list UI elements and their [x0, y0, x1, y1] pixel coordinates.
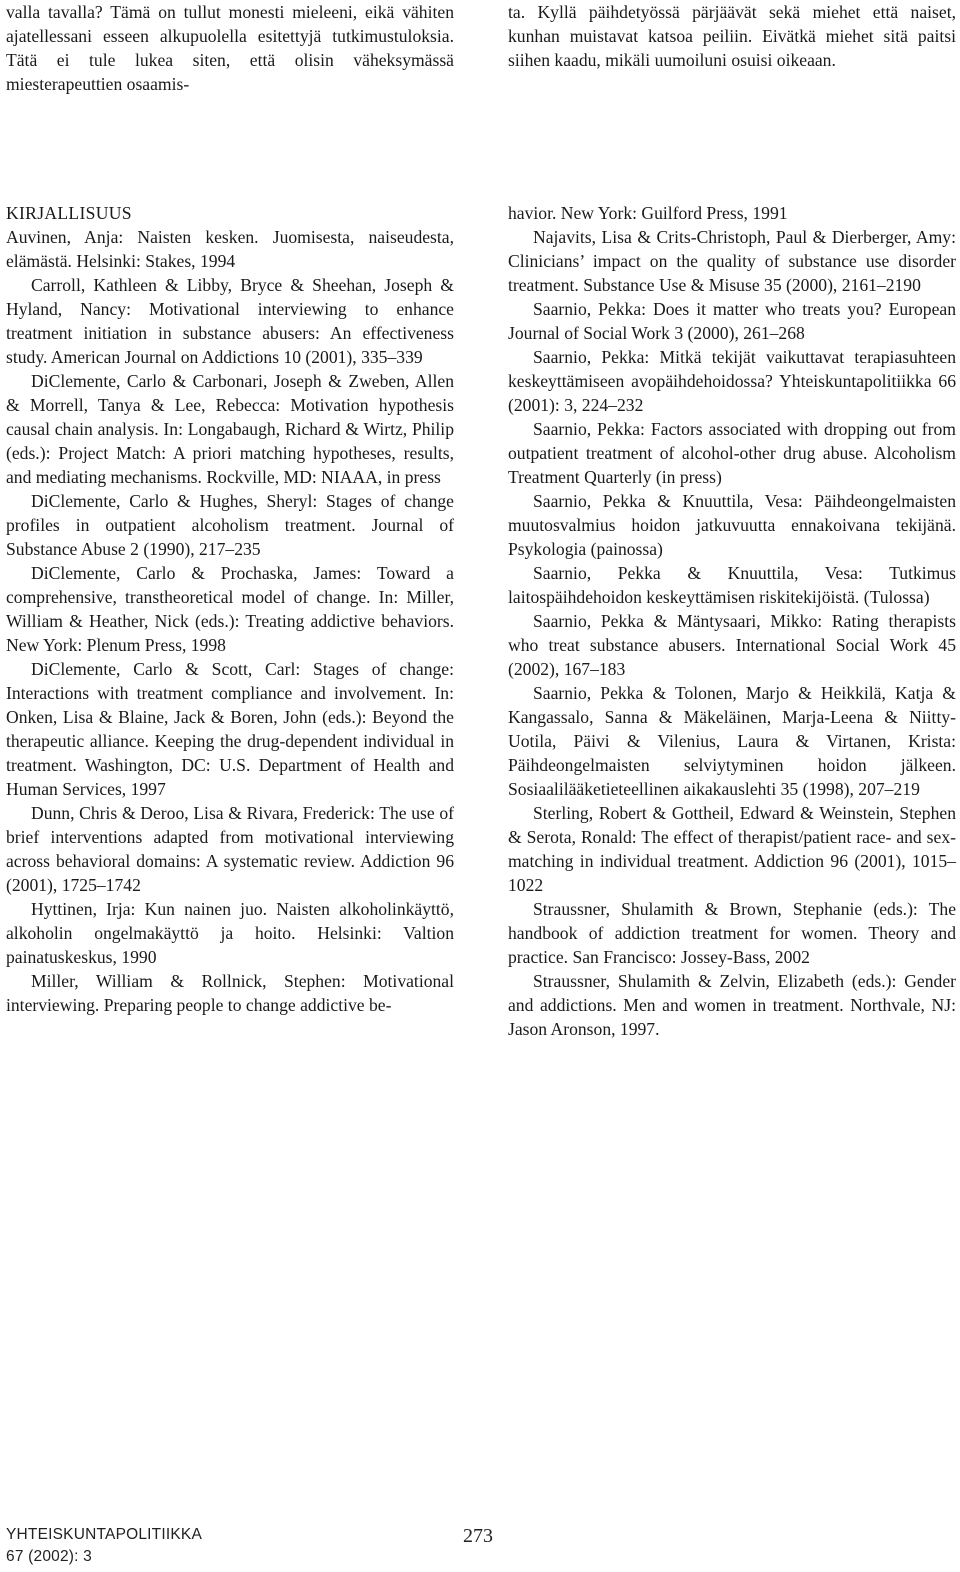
reference-entry: Carroll, Kathleen & Libby, Bryce & Sheehan, Joseph & Hyland, Nancy: Motivational interviewing to enhance treatment initiation in substance abusers: An effectiveness study. American Journal on Addictions 10 (2001), 335–339	[6, 275, 454, 367]
reference-entry: DiClemente, Carlo & Scott, Carl: Stages of change: Interactions with treatment compliance and involvement. In: Onken, Lisa & Blaine, Jack & Boren, John (eds.): Beyond the therapeutic alliance. Keeping the drug-dependent individual in treatment. Washington, DC: U.S. Department of Health and Human Services, 1997	[6, 659, 454, 799]
page-number: 273	[463, 1525, 493, 1547]
reference-entry: Straussner, Shulamith & Brown, Stephanie (eds.): The handbook of addiction treatment for women. Theory and practice. San Francisco: Jossey-Bass, 2002	[508, 899, 956, 967]
intro-text-left-column	[6, 0, 454, 96]
intro-text-right-column	[508, 0, 956, 72]
reference-entry: Saarnio, Pekka & Mäntysaari, Mikko: Rating therapists who treat substance abusers. International Social Work 45 (2002), 167–183	[508, 611, 956, 679]
reference-entry: Najavits, Lisa & Crits-Christoph, Paul & Dierberger, Amy: Clinicians’ impact on the quality of substance use disorder treatment. Substance Use & Misuse 35 (2000), 2161–2190	[508, 227, 956, 295]
reference-entry: Saarnio, Pekka: Mitkä tekijät vaikuttavat terapiasuhteen keskeyttämiseen avopäihdehoidossa? Yhteiskuntapolitiikka 66 (2001): 3, 224–232	[508, 347, 956, 415]
footer-journal-info	[6, 1524, 202, 1568]
reference-entry: Saarnio, Pekka & Knuuttila, Vesa: Tutkimus laitospäihdehoidon keskeyttämisen riskitekijöistä. (Tulossa)	[508, 563, 956, 607]
reference-entry: Straussner, Shulamith & Zelvin, Elizabeth (eds.): Gender and addictions. Men and women in treatment. Northvale, NJ: Jason Aronson, 1997.	[508, 971, 956, 1039]
reference-entry: DiClemente, Carlo & Carbonari, Joseph & Zweben, Allen & Morrell, Tanya & Lee, Rebecca: Motivation hypothesis causal chain analysis. In: Longabaugh, Richard & Wirtz, Philip (eds.): Project Match: A priori matching hypotheses, results, and mediating mechanisms. Rockville, MD: NIAAA, in press	[6, 371, 454, 487]
reference-entry: DiClemente, Carlo & Hughes, Sheryl: Stages of change profiles in outpatient alcoholism treatment. Journal of Substance Abuse 2 (1990), 217–235	[6, 491, 454, 559]
reference-entry: Saarnio, Pekka: Does it matter who treats you? European Journal of Social Work 3 (2000), 261–268	[508, 299, 956, 343]
reference-entry: Saarnio, Pekka & Tolonen, Marjo & Heikkilä, Katja & Kangassalo, Sanna & Mäkeläinen, Marja-Leena & Niitty-Uotila, Päivi & Vilenius, Laura & Virtanen, Krista: Päihdeongelmaisten selviytyminen hoidon jälkeen. Sosiaalilääketieteellinen aikakauslehti 35 (1998), 207–219	[508, 683, 956, 799]
reference-entry: DiClemente, Carlo & Prochaska, James: Toward a comprehensive, transtheoretical model of change. In: Miller, William & Heather, Nick (eds.): Treating addictive behaviors. New York: Plenum Press, 1998	[6, 563, 454, 655]
reference-entry: Miller, William & Rollnick, Stephen: Motivational interviewing. Preparing people to change addictive be-	[6, 971, 454, 1015]
reference-entry: Dunn, Chris & Deroo, Lisa & Rivara, Frederick: The use of brief interventions adapted from motivational interviewing across behavioral domains: A systematic review. Addiction 96 (2001), 1725–1742	[6, 803, 454, 895]
journal-name: YHTEISKUNTAPOLITIIKKA	[6, 1526, 202, 1543]
reference-entry: Auvinen, Anja: Naisten kesken. Juomisesta, naiseudesta, elämästä. Helsinki: Stakes, 1994	[6, 227, 454, 271]
reference-entry: Hyttinen, Irja: Kun nainen juo. Naisten alkoholinkäyttö, alkoholin ongelmakäyttö ja hoito. Helsinki: Valtion painatuskeskus, 1990	[6, 899, 454, 967]
journal-issue: 67 (2002): 3	[6, 1548, 92, 1565]
intro-paragraph-left: valla tavalla? Tämä on tullut monesti mieleeni, eikä vähiten ajatellessani esseen alkupuolella esitettyjä tutkimustuloksia. Tätä ei tule lukea siten, että olisin väheksymässä miesterapeuttien osaamis-	[6, 2, 454, 94]
reference-entry-continuation: havior. New York: Guilford Press, 1991	[508, 203, 788, 223]
bibliography-left-column	[6, 201, 454, 1017]
bibliography-right-column	[508, 201, 956, 1041]
reference-entry: Saarnio, Pekka: Factors associated with dropping out from outpatient treatment of alcohol-other drug abuse. Alcoholism Treatment Quarterly (in press)	[508, 419, 956, 487]
reference-entry: Sterling, Robert & Gottheil, Edward & Weinstein, Stephen & Serota, Ronald: The effect of therapist/patient race- and sex-matching in individual treatment. Addiction 96 (2001), 1015–1022	[508, 803, 956, 895]
reference-entry: Saarnio, Pekka & Knuuttila, Vesa: Päihdeongelmaisten muutosvalmius hoidon jatkuvuutta ennakoivana tekijänä. Psykologia (painossa)	[508, 491, 956, 559]
intro-paragraph-right: ta. Kyllä päihdetyössä pärjäävät sekä miehet että naiset, kunhan muistavat katsoa peiliin. Eivätkä miehet sitä paitsi siihen kaadu, mikäli uumoiluni osuisi oikeaan.	[508, 2, 956, 70]
bibliography-heading: KIRJALLISUUS	[6, 203, 132, 223]
